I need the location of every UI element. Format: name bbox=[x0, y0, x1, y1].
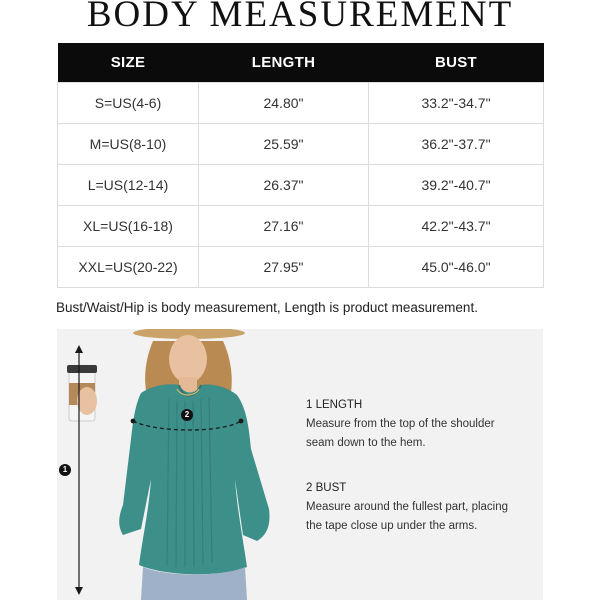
bust-heading: 2 BUST bbox=[306, 482, 347, 494]
bust-cell: 42.2"-43.7" bbox=[369, 206, 544, 247]
size-cell: S=US(4-6) bbox=[58, 83, 199, 124]
coffee-lid-shape bbox=[67, 365, 97, 373]
length-line-1: Measure from the top of the shoulder bbox=[306, 418, 495, 430]
table-row bbox=[58, 124, 544, 165]
length-description bbox=[306, 396, 495, 453]
length-cell: 27.95" bbox=[199, 247, 369, 288]
table-row bbox=[58, 206, 544, 247]
measurement-guide-panel bbox=[57, 329, 543, 600]
table-row bbox=[58, 83, 544, 124]
size-chart-table bbox=[57, 43, 544, 288]
length-cell: 27.16" bbox=[199, 206, 369, 247]
length-heading: 1 LENGTH bbox=[306, 399, 363, 411]
bust-cell: 33.2"-34.7" bbox=[369, 83, 544, 124]
bust-cell: 36.2"-37.7" bbox=[369, 124, 544, 165]
size-cell: L=US(12-14) bbox=[58, 165, 199, 206]
size-cell: XL=US(16-18) bbox=[58, 206, 199, 247]
model-figure-illustration bbox=[57, 329, 297, 600]
size-cell: M=US(8-10) bbox=[58, 124, 199, 165]
length-cell: 24.80" bbox=[199, 83, 369, 124]
size-cell: XXL=US(20-22) bbox=[58, 247, 199, 288]
length-marker-badge: 1 bbox=[59, 464, 71, 476]
measurement-note: Bust/Waist/Hip is body measurement, Length is product measurement. bbox=[56, 300, 478, 315]
bust-cell: 39.2"-40.7" bbox=[369, 165, 544, 206]
bust-description bbox=[306, 479, 508, 536]
table-row bbox=[58, 247, 544, 288]
table-row bbox=[58, 165, 544, 206]
bust-line-1: Measure around the fullest part, placing bbox=[306, 501, 509, 513]
header-bust: BUST bbox=[369, 43, 544, 83]
length-arrow-top-icon bbox=[75, 345, 83, 353]
face-shape bbox=[169, 335, 207, 383]
header-size: SIZE bbox=[58, 43, 199, 83]
hand-shape bbox=[77, 387, 97, 415]
length-arrow-bottom-icon bbox=[75, 587, 83, 595]
bust-line-2: the tape close up under the arms. bbox=[306, 520, 478, 532]
table-header-row bbox=[58, 43, 544, 83]
bust-marker-badge: 2 bbox=[181, 409, 193, 421]
header-length: LENGTH bbox=[199, 43, 369, 83]
length-line-2: seam down to the hem. bbox=[306, 437, 426, 449]
page-title: BODY MEASUREMENT bbox=[86, 0, 514, 35]
bust-cell: 45.0"-46.0" bbox=[369, 247, 544, 288]
length-cell: 26.37" bbox=[199, 165, 369, 206]
length-cell: 25.59" bbox=[199, 124, 369, 165]
